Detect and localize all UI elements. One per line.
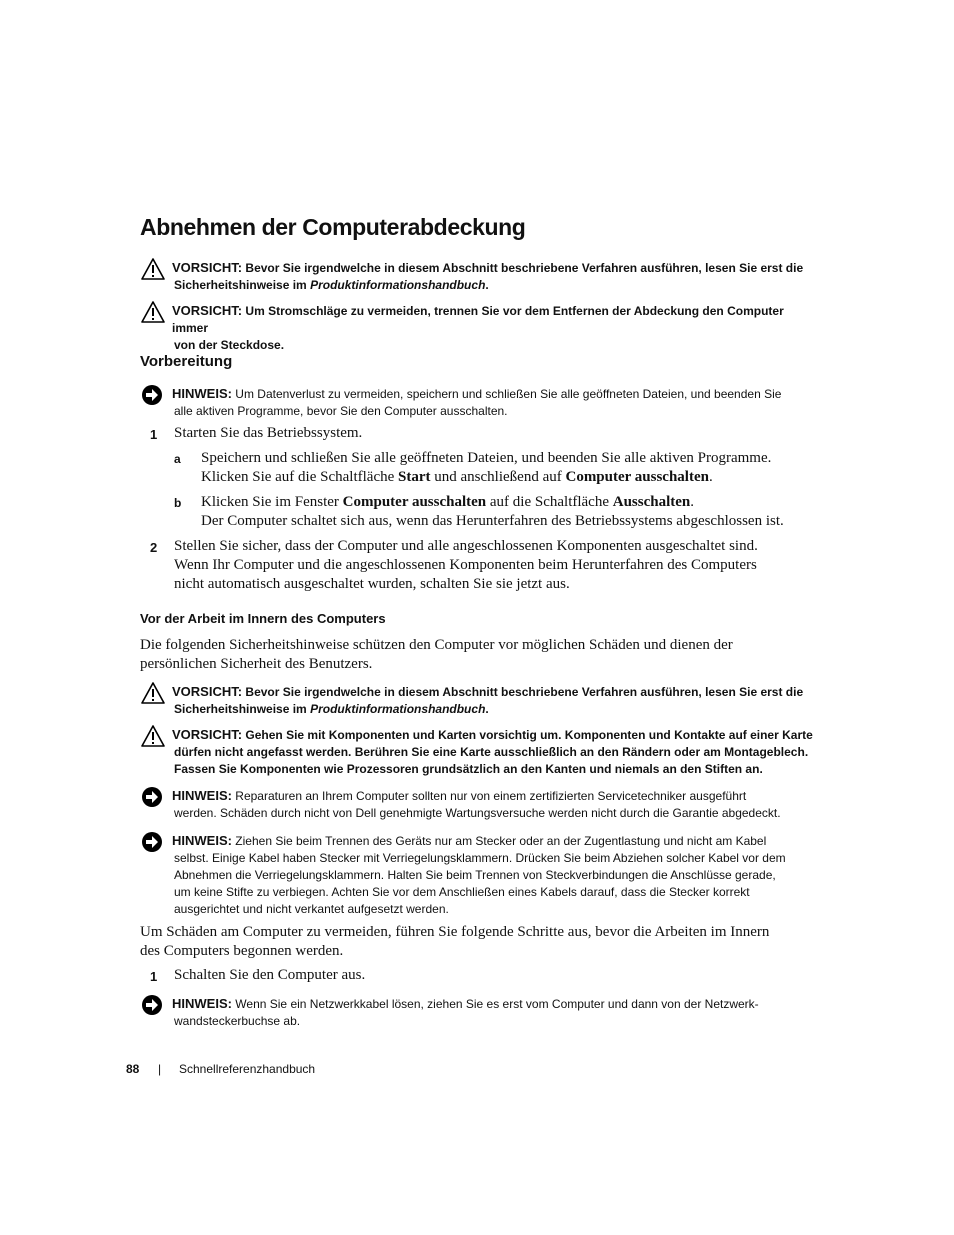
step-line3: nicht automatisch ausgeschaltet wurden, schalten Sie sie jetzt aus. xyxy=(174,576,570,592)
step-line2: Wenn Ihr Computer und die angeschlossenen Komponenten beim Herunterfahren des Computers xyxy=(174,557,757,573)
text-span: auf die Schaltfläche xyxy=(486,494,613,510)
caution-text: Bevor Sie irgendwelche in diesem Abschnitt beschriebene Verfahren ausführen, lesen Sie erst die xyxy=(245,261,804,275)
notice-text-line3: Abnehmen die Verriegelungsklammern. Halten Sie beim Trennen von Steckverbindungen die Anschlüsse gerade, xyxy=(174,868,776,882)
body-paragraph xyxy=(140,923,820,961)
notice-text-line2: selbst. Einige Kabel haben Stecker mit Verriegelungsklammern. Drücken Sie beim Abziehen solcher Kabel vor dem xyxy=(174,851,786,865)
button-label: Ausschalten xyxy=(612,494,691,510)
text-span: Klicken Sie im Fenster xyxy=(201,494,343,510)
step-line1: Stellen Sie sicher, dass der Computer und alle angeschlossenen Komponenten ausgeschaltet sind. xyxy=(174,538,758,554)
footer-separator: | xyxy=(158,1062,162,1076)
caution-text-end: . xyxy=(485,278,489,292)
notice-arrow-icon xyxy=(140,993,166,1017)
caution-notice xyxy=(140,302,820,354)
notice-hinweis xyxy=(140,385,820,420)
caution-label: VORSICHT: xyxy=(172,303,243,318)
notice-text-line2: werden. Schäden durch nicht von Dell genehmigte Wartungsversuche werden nicht durch die Garantie abgedeckt. xyxy=(174,806,781,820)
notice-label: HINWEIS: xyxy=(172,996,232,1011)
notice-arrow-icon xyxy=(140,785,166,809)
caution-label: VORSICHT: xyxy=(172,684,243,699)
substep-line1 xyxy=(201,493,821,512)
paragraph-line: Um Schäden am Computer zu vermeiden, führen Sie folgende Schritte aus, bevor die Arbeiten im Innern xyxy=(140,924,770,940)
caution-notice xyxy=(140,683,820,718)
manual-title: Produktinformationshandbuch xyxy=(310,278,486,292)
step-number: 2 xyxy=(150,540,158,555)
text-span: Klicken Sie auf die Schaltfläche xyxy=(201,469,399,485)
caution-triangle-icon xyxy=(140,257,166,281)
caution-triangle-icon xyxy=(140,300,166,324)
caution-notice xyxy=(140,259,820,294)
caution-text-line2: von der Steckdose. xyxy=(174,338,285,352)
paragraph-line: Die folgenden Sicherheitshinweise schützen den Computer vor möglichen Schäden und dienen der xyxy=(140,637,733,653)
substep-line2 xyxy=(201,468,821,487)
caution-label: VORSICHT: xyxy=(172,260,243,275)
notice-hinweis xyxy=(140,832,820,918)
substep-text xyxy=(201,449,821,487)
start-label: Start xyxy=(398,469,431,485)
notice-label: HINWEIS: xyxy=(172,788,232,803)
paragraph-line: persönlichen Sicherheit des Benutzers. xyxy=(140,656,373,672)
caution-triangle-icon xyxy=(140,724,166,748)
text-span: . xyxy=(690,494,695,510)
text-span: . xyxy=(708,469,713,485)
notice-arrow-icon xyxy=(140,830,166,854)
caution-text-end: . xyxy=(485,702,489,716)
caution-text: Gehen Sie mit Komponenten und Karten vorsichtig um. Komponenten und Kontakte auf einer Karte xyxy=(245,728,813,742)
paragraph-line: des Computers begonnen werden. xyxy=(140,943,344,959)
notice-arrow-icon xyxy=(140,383,166,407)
substep-letter: b xyxy=(174,496,182,510)
caution-text-line2: dürfen nicht angefasst werden. Berühren Sie eine Karte ausschließlich an den Rändern oder am Montageblech. xyxy=(174,745,809,759)
substep-line1: Speichern und schließen Sie alle geöffneten Dateien, und beenden Sie alle aktiven Programme. xyxy=(201,450,772,466)
notice-text: Wenn Sie ein Netzwerkkabel lösen, ziehen Sie es erst vom Computer und dann von der Netzwerk- xyxy=(235,997,759,1011)
step-text: Schalten Sie den Computer aus. xyxy=(174,967,366,983)
substep-letter: a xyxy=(174,452,181,466)
footer-book-title: Schnellreferenzhandbuch xyxy=(179,1062,316,1076)
notice-hinweis xyxy=(140,787,820,822)
notice-text-line5: ausgerichtet und nicht verkantet aufgesetzt werden. xyxy=(174,902,449,916)
intro-paragraph xyxy=(140,636,820,674)
step-number: 1 xyxy=(150,969,158,984)
step-number: 1 xyxy=(150,427,158,442)
page-title: Abnehmen der Computerabdeckung xyxy=(140,214,526,240)
section-heading-vorbereitung: Vorbereitung xyxy=(140,353,233,370)
step-text xyxy=(174,537,824,594)
notice-text: Reparaturen an Ihrem Computer sollten nur von einem zertifizierten Servicetechniker ausgeführt xyxy=(235,789,747,803)
subsection-heading: Vor der Arbeit im Innern des Computers xyxy=(140,611,386,626)
notice-text-line2: wandsteckerbuchse ab. xyxy=(174,1014,301,1028)
notice-hinweis xyxy=(140,995,820,1030)
notice-text-line4: um keine Stifte zu verbiegen. Achten Sie vor dem Anschließen eines Kabels darauf, dass die Stecker korrekt xyxy=(174,885,750,899)
text-span: und anschließend auf xyxy=(430,469,566,485)
substep-line2: Der Computer schaltet sich aus, wenn das Herunterfahren des Betriebssystems abgeschlossen ist. xyxy=(201,513,784,529)
window-label: Computer ausschalten xyxy=(342,494,487,510)
caution-text-line3: Fassen Sie Komponenten wie Prozessoren grundsätzlich an den Kanten und niemals an den Stiften an. xyxy=(174,762,763,776)
caution-notice xyxy=(140,726,820,778)
notice-label: HINWEIS: xyxy=(172,833,232,848)
page-number: 88 xyxy=(126,1062,140,1076)
caution-text-line2: Sicherheitshinweise im xyxy=(174,702,311,716)
substep-text xyxy=(201,493,821,531)
notice-text: Ziehen Sie beim Trennen des Geräts nur am Stecker oder an der Zugentlastung und nicht am Kabel xyxy=(235,834,767,848)
manual-title: Produktinformationshandbuch xyxy=(310,702,486,716)
shutdown-label: Computer ausschalten xyxy=(565,469,709,485)
caution-label: VORSICHT: xyxy=(172,727,243,742)
notice-text-line2: alle aktiven Programme, bevor Sie den Computer ausschalten. xyxy=(174,404,508,418)
caution-text: Bevor Sie irgendwelche in diesem Abschnitt beschriebene Verfahren ausführen, lesen Sie erst die xyxy=(245,685,804,699)
notice-text: Um Datenverlust zu vermeiden, speichern und schließen Sie alle geöffneten Dateien, und beenden Sie xyxy=(235,387,782,401)
caution-text: Um Stromschläge zu vermeiden, trennen Sie vor dem Entfernen der Abdeckung den Computer immer xyxy=(172,304,784,335)
step-text: Starten Sie das Betriebssystem. xyxy=(174,425,363,441)
caution-triangle-icon xyxy=(140,681,166,705)
caution-text-line2: Sicherheitshinweise im xyxy=(174,278,311,292)
notice-label: HINWEIS: xyxy=(172,386,232,401)
